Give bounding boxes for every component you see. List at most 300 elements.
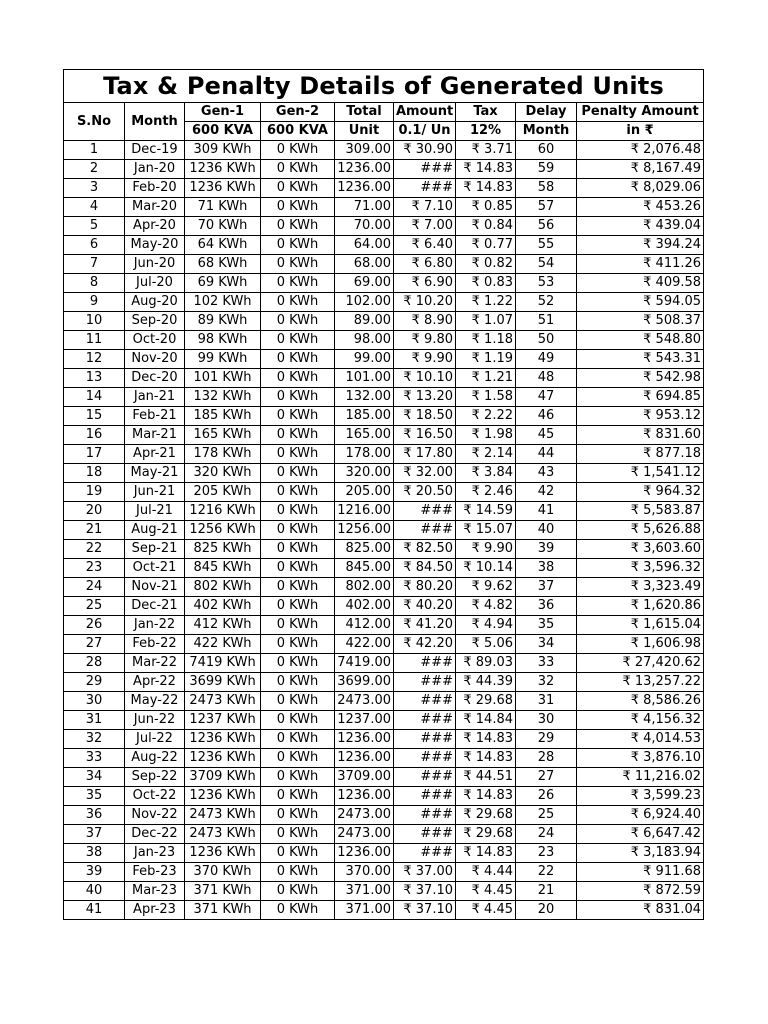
cell-penalty: ₹ 594.05 (577, 293, 704, 312)
cell-amount: ₹ 17.80 (394, 445, 456, 464)
cell-sno: 21 (64, 521, 125, 540)
cell-sno: 38 (64, 844, 125, 863)
cell-delay: 27 (516, 768, 577, 787)
cell-sno: 33 (64, 749, 125, 768)
cell-gen2: 0 KWh (261, 350, 335, 369)
header-penalty: Penalty Amount (577, 103, 704, 122)
cell-gen2: 0 KWh (261, 901, 335, 920)
cell-amount: ₹ 84.50 (394, 559, 456, 578)
header-amount-rate: 0.1/ Un (394, 122, 456, 141)
table-row (64, 635, 704, 654)
cell-gen1: 1236 KWh (185, 787, 261, 806)
cell-amount: ₹ 42.20 (394, 635, 456, 654)
cell-tax: ₹ 9.90 (456, 540, 516, 559)
cell-tax: ₹ 44.51 (456, 768, 516, 787)
cell-tax: ₹ 0.83 (456, 274, 516, 293)
cell-delay: 42 (516, 483, 577, 502)
cell-month: Mar-20 (125, 198, 185, 217)
cell-sno: 41 (64, 901, 125, 920)
cell-penalty: ₹ 4,156.32 (577, 711, 704, 730)
table-row (64, 654, 704, 673)
cell-delay: 49 (516, 350, 577, 369)
cell-month: Jul-20 (125, 274, 185, 293)
cell-delay: 28 (516, 749, 577, 768)
cell-gen1: 7419 KWh (185, 654, 261, 673)
table-row (64, 236, 704, 255)
cell-month: Dec-22 (125, 825, 185, 844)
header-total-unit: Unit (335, 122, 394, 141)
cell-total: 1236.00 (335, 787, 394, 806)
cell-month: May-20 (125, 236, 185, 255)
cell-amount: ₹ 16.50 (394, 426, 456, 445)
cell-sno: 25 (64, 597, 125, 616)
cell-total: 1236.00 (335, 844, 394, 863)
cell-month: Mar-23 (125, 882, 185, 901)
cell-tax: ₹ 4.94 (456, 616, 516, 635)
table-row (64, 825, 704, 844)
cell-amount: ### (394, 787, 456, 806)
header-sno: S.No (64, 103, 125, 141)
header-amount: Amount (394, 103, 456, 122)
cell-amount: ₹ 13.20 (394, 388, 456, 407)
cell-penalty: ₹ 409.58 (577, 274, 704, 293)
cell-gen1: 309 KWh (185, 141, 261, 160)
cell-sno: 17 (64, 445, 125, 464)
cell-gen1: 205 KWh (185, 483, 261, 502)
cell-tax: ₹ 0.84 (456, 217, 516, 236)
cell-tax: ₹ 1.98 (456, 426, 516, 445)
cell-total: 99.00 (335, 350, 394, 369)
cell-penalty: ₹ 411.26 (577, 255, 704, 274)
cell-gen2: 0 KWh (261, 464, 335, 483)
cell-amount: ### (394, 179, 456, 198)
cell-month: Jan-20 (125, 160, 185, 179)
cell-sno: 24 (64, 578, 125, 597)
cell-amount: ₹ 30.90 (394, 141, 456, 160)
cell-gen1: 89 KWh (185, 312, 261, 331)
cell-gen1: 2473 KWh (185, 825, 261, 844)
cell-penalty: ₹ 6,647.42 (577, 825, 704, 844)
cell-gen2: 0 KWh (261, 312, 335, 331)
cell-tax: ₹ 44.39 (456, 673, 516, 692)
cell-amount: ₹ 9.80 (394, 331, 456, 350)
cell-delay: 34 (516, 635, 577, 654)
cell-total: 1237.00 (335, 711, 394, 730)
cell-penalty: ₹ 5,583.87 (577, 502, 704, 521)
cell-gen1: 845 KWh (185, 559, 261, 578)
cell-total: 2473.00 (335, 825, 394, 844)
cell-sno: 9 (64, 293, 125, 312)
table-row (64, 350, 704, 369)
cell-amount: ₹ 40.20 (394, 597, 456, 616)
cell-penalty: ₹ 3,596.32 (577, 559, 704, 578)
cell-tax: ₹ 1.07 (456, 312, 516, 331)
cell-total: 98.00 (335, 331, 394, 350)
cell-tax: ₹ 4.82 (456, 597, 516, 616)
table-row (64, 863, 704, 882)
cell-gen2: 0 KWh (261, 331, 335, 350)
cell-delay: 44 (516, 445, 577, 464)
table-row (64, 844, 704, 863)
table-row (64, 597, 704, 616)
cell-sno: 16 (64, 426, 125, 445)
cell-gen2: 0 KWh (261, 521, 335, 540)
cell-total: 69.00 (335, 274, 394, 293)
table-row (64, 141, 704, 160)
cell-delay: 22 (516, 863, 577, 882)
cell-gen1: 2473 KWh (185, 806, 261, 825)
cell-tax: ₹ 14.83 (456, 844, 516, 863)
cell-penalty: ₹ 6,924.40 (577, 806, 704, 825)
cell-total: 1236.00 (335, 160, 394, 179)
cell-gen2: 0 KWh (261, 407, 335, 426)
cell-penalty: ₹ 13,257.22 (577, 673, 704, 692)
cell-gen2: 0 KWh (261, 369, 335, 388)
table-row (64, 369, 704, 388)
cell-total: 178.00 (335, 445, 394, 464)
cell-total: 102.00 (335, 293, 394, 312)
header-month: Month (125, 103, 185, 141)
cell-gen1: 1256 KWh (185, 521, 261, 540)
cell-delay: 51 (516, 312, 577, 331)
cell-amount: ₹ 6.40 (394, 236, 456, 255)
cell-month: Oct-21 (125, 559, 185, 578)
cell-total: 3709.00 (335, 768, 394, 787)
cell-amount: ### (394, 502, 456, 521)
cell-tax: ₹ 14.83 (456, 749, 516, 768)
cell-amount: ### (394, 673, 456, 692)
table-row (64, 483, 704, 502)
cell-delay: 31 (516, 692, 577, 711)
cell-gen2: 0 KWh (261, 730, 335, 749)
cell-tax: ₹ 14.83 (456, 787, 516, 806)
cell-sno: 34 (64, 768, 125, 787)
cell-month: Mar-21 (125, 426, 185, 445)
cell-sno: 29 (64, 673, 125, 692)
cell-penalty: ₹ 11,216.02 (577, 768, 704, 787)
cell-sno: 12 (64, 350, 125, 369)
table-row (64, 901, 704, 920)
cell-gen2: 0 KWh (261, 274, 335, 293)
cell-total: 370.00 (335, 863, 394, 882)
cell-gen1: 802 KWh (185, 578, 261, 597)
cell-total: 205.00 (335, 483, 394, 502)
cell-total: 71.00 (335, 198, 394, 217)
cell-delay: 59 (516, 160, 577, 179)
cell-gen2: 0 KWh (261, 198, 335, 217)
table-row (64, 521, 704, 540)
cell-tax: ₹ 1.19 (456, 350, 516, 369)
cell-penalty: ₹ 27,420.62 (577, 654, 704, 673)
cell-sno: 31 (64, 711, 125, 730)
cell-sno: 23 (64, 559, 125, 578)
cell-total: 412.00 (335, 616, 394, 635)
cell-month: May-22 (125, 692, 185, 711)
cell-total: 7419.00 (335, 654, 394, 673)
cell-month: Jan-23 (125, 844, 185, 863)
header-row-top (64, 103, 704, 122)
cell-sno: 13 (64, 369, 125, 388)
table-row (64, 198, 704, 217)
cell-month: Jun-22 (125, 711, 185, 730)
cell-month: Sep-22 (125, 768, 185, 787)
cell-total: 89.00 (335, 312, 394, 331)
cell-penalty: ₹ 3,876.10 (577, 749, 704, 768)
cell-delay: 43 (516, 464, 577, 483)
cell-amount: ### (394, 806, 456, 825)
table-row (64, 217, 704, 236)
table-row (64, 711, 704, 730)
cell-sno: 10 (64, 312, 125, 331)
cell-sno: 35 (64, 787, 125, 806)
cell-penalty: ₹ 3,323.49 (577, 578, 704, 597)
cell-gen2: 0 KWh (261, 236, 335, 255)
cell-tax: ₹ 14.83 (456, 160, 516, 179)
cell-delay: 30 (516, 711, 577, 730)
cell-month: Jan-21 (125, 388, 185, 407)
cell-penalty: ₹ 394.24 (577, 236, 704, 255)
cell-gen2: 0 KWh (261, 160, 335, 179)
cell-amount: ### (394, 825, 456, 844)
cell-gen2: 0 KWh (261, 749, 335, 768)
cell-tax: ₹ 0.85 (456, 198, 516, 217)
cell-tax: ₹ 1.21 (456, 369, 516, 388)
cell-amount: ₹ 80.20 (394, 578, 456, 597)
cell-delay: 55 (516, 236, 577, 255)
cell-sno: 27 (64, 635, 125, 654)
cell-tax: ₹ 15.07 (456, 521, 516, 540)
cell-tax: ₹ 29.68 (456, 806, 516, 825)
cell-gen1: 371 KWh (185, 901, 261, 920)
cell-sno: 19 (64, 483, 125, 502)
cell-delay: 21 (516, 882, 577, 901)
cell-month: Nov-20 (125, 350, 185, 369)
header-penalty-currency: in ₹ (577, 122, 704, 141)
table-row (64, 502, 704, 521)
cell-gen2: 0 KWh (261, 882, 335, 901)
cell-penalty: ₹ 542.98 (577, 369, 704, 388)
cell-delay: 33 (516, 654, 577, 673)
cell-total: 1256.00 (335, 521, 394, 540)
cell-sno: 2 (64, 160, 125, 179)
cell-gen1: 412 KWh (185, 616, 261, 635)
cell-month: Dec-20 (125, 369, 185, 388)
cell-total: 1236.00 (335, 179, 394, 198)
cell-amount: ₹ 10.10 (394, 369, 456, 388)
cell-total: 320.00 (335, 464, 394, 483)
cell-sno: 28 (64, 654, 125, 673)
table-row (64, 464, 704, 483)
cell-gen2: 0 KWh (261, 179, 335, 198)
cell-gen2: 0 KWh (261, 787, 335, 806)
cell-sno: 20 (64, 502, 125, 521)
cell-tax: ₹ 2.46 (456, 483, 516, 502)
cell-gen2: 0 KWh (261, 141, 335, 160)
cell-delay: 39 (516, 540, 577, 559)
cell-sno: 30 (64, 692, 125, 711)
cell-penalty: ₹ 508.37 (577, 312, 704, 331)
cell-delay: 50 (516, 331, 577, 350)
cell-sno: 26 (64, 616, 125, 635)
cell-total: 101.00 (335, 369, 394, 388)
cell-penalty: ₹ 831.60 (577, 426, 704, 445)
table-row (64, 331, 704, 350)
cell-delay: 24 (516, 825, 577, 844)
cell-sno: 39 (64, 863, 125, 882)
table-row (64, 806, 704, 825)
cell-tax: ₹ 4.45 (456, 901, 516, 920)
table-row (64, 749, 704, 768)
cell-sno: 6 (64, 236, 125, 255)
cell-delay: 23 (516, 844, 577, 863)
cell-month: Apr-20 (125, 217, 185, 236)
cell-gen1: 99 KWh (185, 350, 261, 369)
cell-delay: 48 (516, 369, 577, 388)
cell-gen1: 1216 KWh (185, 502, 261, 521)
cell-delay: 26 (516, 787, 577, 806)
cell-month: Oct-20 (125, 331, 185, 350)
cell-gen2: 0 KWh (261, 616, 335, 635)
cell-penalty: ₹ 8,586.26 (577, 692, 704, 711)
cell-amount: ₹ 6.80 (394, 255, 456, 274)
cell-penalty: ₹ 543.31 (577, 350, 704, 369)
header-delay: Delay (516, 103, 577, 122)
cell-amount: ### (394, 711, 456, 730)
cell-gen1: 320 KWh (185, 464, 261, 483)
cell-gen1: 64 KWh (185, 236, 261, 255)
cell-month: Sep-20 (125, 312, 185, 331)
table-row (64, 768, 704, 787)
cell-gen1: 178 KWh (185, 445, 261, 464)
tax-penalty-table (63, 69, 704, 920)
cell-gen2: 0 KWh (261, 445, 335, 464)
cell-penalty: ₹ 3,603.60 (577, 540, 704, 559)
cell-month: Nov-21 (125, 578, 185, 597)
cell-month: Mar-22 (125, 654, 185, 673)
cell-total: 845.00 (335, 559, 394, 578)
cell-amount: ₹ 6.90 (394, 274, 456, 293)
cell-month: Feb-23 (125, 863, 185, 882)
cell-penalty: ₹ 3,183.94 (577, 844, 704, 863)
cell-gen2: 0 KWh (261, 635, 335, 654)
cell-delay: 45 (516, 426, 577, 445)
cell-penalty: ₹ 877.18 (577, 445, 704, 464)
cell-gen1: 1236 KWh (185, 844, 261, 863)
cell-tax: ₹ 29.68 (456, 692, 516, 711)
cell-gen1: 2473 KWh (185, 692, 261, 711)
cell-tax: ₹ 2.14 (456, 445, 516, 464)
cell-gen1: 371 KWh (185, 882, 261, 901)
cell-tax: ₹ 10.14 (456, 559, 516, 578)
sheet-title: Tax & Penalty Details of Generated Units (64, 70, 704, 103)
cell-delay: 37 (516, 578, 577, 597)
cell-sno: 40 (64, 882, 125, 901)
cell-gen2: 0 KWh (261, 388, 335, 407)
cell-tax: ₹ 14.83 (456, 179, 516, 198)
cell-month: Nov-22 (125, 806, 185, 825)
header-tax-rate: 12% (456, 122, 516, 141)
cell-total: 1236.00 (335, 749, 394, 768)
cell-month: Sep-21 (125, 540, 185, 559)
cell-month: Apr-22 (125, 673, 185, 692)
cell-month: Apr-23 (125, 901, 185, 920)
cell-sno: 3 (64, 179, 125, 198)
cell-gen1: 165 KWh (185, 426, 261, 445)
cell-total: 2473.00 (335, 806, 394, 825)
cell-amount: ### (394, 768, 456, 787)
cell-penalty: ₹ 1,620.86 (577, 597, 704, 616)
table-row (64, 578, 704, 597)
cell-delay: 56 (516, 217, 577, 236)
cell-delay: 46 (516, 407, 577, 426)
cell-total: 132.00 (335, 388, 394, 407)
cell-sno: 22 (64, 540, 125, 559)
cell-tax: ₹ 0.82 (456, 255, 516, 274)
table-row (64, 388, 704, 407)
cell-delay: 36 (516, 597, 577, 616)
cell-tax: ₹ 89.03 (456, 654, 516, 673)
cell-amount: ₹ 7.00 (394, 217, 456, 236)
cell-penalty: ₹ 911.68 (577, 863, 704, 882)
cell-gen2: 0 KWh (261, 502, 335, 521)
cell-delay: 57 (516, 198, 577, 217)
cell-amount: ### (394, 749, 456, 768)
cell-amount: ### (394, 844, 456, 863)
cell-amount: ### (394, 654, 456, 673)
cell-delay: 25 (516, 806, 577, 825)
cell-amount: ₹ 37.10 (394, 901, 456, 920)
cell-amount: ### (394, 160, 456, 179)
cell-total: 64.00 (335, 236, 394, 255)
cell-tax: ₹ 1.18 (456, 331, 516, 350)
cell-delay: 53 (516, 274, 577, 293)
cell-month: Dec-21 (125, 597, 185, 616)
cell-amount: ₹ 10.20 (394, 293, 456, 312)
cell-gen2: 0 KWh (261, 711, 335, 730)
cell-gen1: 68 KWh (185, 255, 261, 274)
cell-gen2: 0 KWh (261, 692, 335, 711)
cell-gen2: 0 KWh (261, 768, 335, 787)
cell-gen2: 0 KWh (261, 597, 335, 616)
cell-penalty: ₹ 1,541.12 (577, 464, 704, 483)
header-delay-month: Month (516, 122, 577, 141)
cell-sno: 37 (64, 825, 125, 844)
cell-amount: ₹ 37.00 (394, 863, 456, 882)
cell-amount: ### (394, 521, 456, 540)
cell-sno: 1 (64, 141, 125, 160)
cell-tax: ₹ 9.62 (456, 578, 516, 597)
cell-month: Jul-22 (125, 730, 185, 749)
cell-tax: ₹ 14.84 (456, 711, 516, 730)
table-row (64, 616, 704, 635)
cell-penalty: ₹ 694.85 (577, 388, 704, 407)
cell-gen1: 3709 KWh (185, 768, 261, 787)
cell-penalty: ₹ 453.26 (577, 198, 704, 217)
cell-gen1: 101 KWh (185, 369, 261, 388)
cell-month: Jul-21 (125, 502, 185, 521)
cell-tax: ₹ 1.22 (456, 293, 516, 312)
cell-amount: ₹ 82.50 (394, 540, 456, 559)
cell-total: 68.00 (335, 255, 394, 274)
cell-gen1: 370 KWh (185, 863, 261, 882)
cell-amount: ₹ 8.90 (394, 312, 456, 331)
cell-penalty: ₹ 8,029.06 (577, 179, 704, 198)
cell-amount: ### (394, 730, 456, 749)
cell-gen2: 0 KWh (261, 255, 335, 274)
cell-total: 825.00 (335, 540, 394, 559)
cell-amount: ₹ 41.20 (394, 616, 456, 635)
cell-total: 1216.00 (335, 502, 394, 521)
